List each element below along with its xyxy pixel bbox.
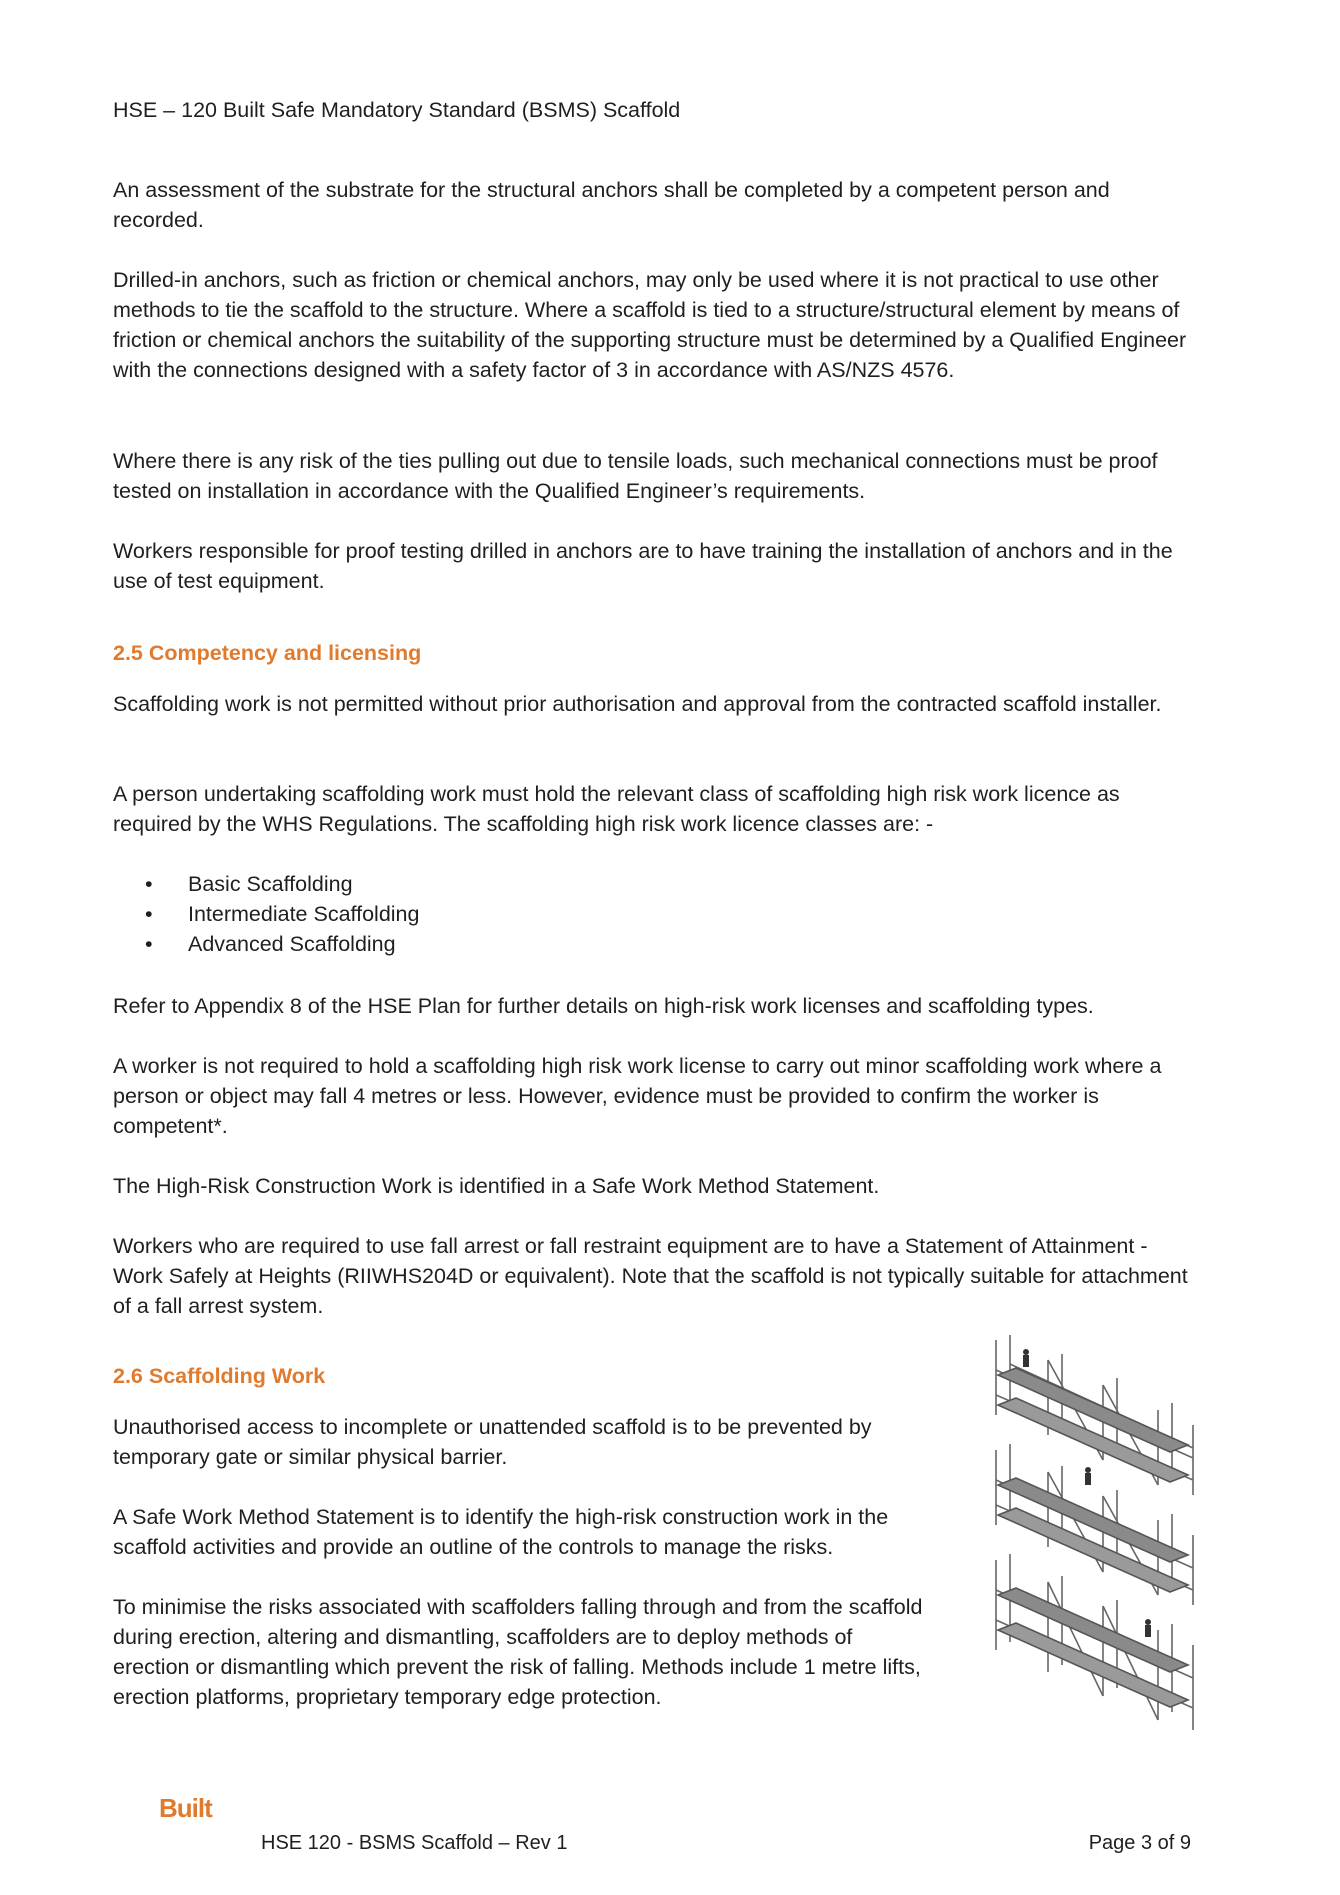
section-heading-scaffolding-work: 2.6 Scaffolding Work (113, 1364, 326, 1388)
intro-paragraph-2: Drilled-in anchors, such as friction or chemical anchors, may only be used where it is not practical to use other methods to tie the scaffold to the structure. Where a scaffold is tied to a structure/structural element by means of friction or chemical anchors the suitability of the supporting structure must be determined by a Qualified Engineer with the connections designed with a safety factor of 3 in accordance with AS/NZS 4576. (113, 268, 1187, 382)
intro-paragraph-4: Workers responsible for proof testing drilled in anchors are to have training the installation of anchors and in the use of test equipment. (113, 539, 1173, 593)
intro-paragraph-1: An assessment of the substrate for the structural anchors shall be completed by a competent person and recorded. (113, 178, 1110, 232)
list-item: • Intermediate Scaffolding (113, 899, 419, 929)
scaffolding-paragraph-1: Unauthorised access to incomplete or unattended scaffold is to be prevented by temporary gate or similar physical barrier. (113, 1415, 872, 1469)
competency-paragraph-5: The High-Risk Construction Work is identified in a Safe Work Method Statement. (113, 1174, 880, 1198)
footer-page-number: Page 3 of 9 (1088, 1832, 1191, 1854)
section-heading-competency: 2.5 Competency and licensing (113, 641, 422, 665)
scaffolding-paragraph-2: A Safe Work Method Statement is to identify the high-risk construction work in the scaffold activities and provide an outline of the controls to manage the risks. (113, 1505, 889, 1559)
competency-paragraph-1: Scaffolding work is not permitted without prior authorisation and approval from the contracted scaffold installer. (113, 692, 1162, 716)
competency-paragraph-3: Refer to Appendix 8 of the HSE Plan for further details on high-risk work licenses and scaffolding types. (113, 994, 1094, 1018)
scaffolding-paragraph-3: To minimise the risks associated with scaffolders falling through and from the scaffold during erection, altering and dismantling, scaffolders are to deploy methods of erection or dismantling which prevent the risk of falling. Methods include 1 metre lifts, erection platforms, proprietary temporary edge protection. (113, 1595, 923, 1709)
footer-document-ref: HSE 120 - BSMS Scaffold – Rev 1 (261, 1832, 568, 1854)
intro-paragraph-3: Where there is any risk of the ties pulling out due to tensile loads, such mechanical connections must be proof tested on installation in accordance with the Qualified Engineer’s requirements. (113, 449, 1158, 503)
document-header: HSE – 120 Built Safe Mandatory Standard (BSMS) Scaffold (113, 98, 681, 122)
competency-paragraph-2: A person undertaking scaffolding work must hold the relevant class of scaffolding high risk work licence as required by the WHS Regulations. The scaffolding high risk work licence classes are: - (113, 782, 1120, 836)
scaffold-illustration (988, 1330, 1213, 1740)
licence-class-list (113, 869, 419, 959)
list-item: • Basic Scaffolding (113, 869, 419, 899)
competency-paragraph-4: A worker is not required to hold a scaffolding high risk work license to carry out minor scaffolding work where a person or object may fall 4 metres or less. However, evidence must be provided to confirm the worker is competent*. (113, 1054, 1162, 1138)
built-logo: Built (159, 1793, 212, 1823)
list-item: • Advanced Scaffolding (113, 929, 419, 959)
competency-paragraph-6: Workers who are required to use fall arrest or fall restraint equipment are to have a Statement of Attainment - Work Safely at Heights (RIIWHS204D or equivalent). Note that the scaffold is not typically suitable for attachment of a fall arrest system. (113, 1234, 1188, 1318)
